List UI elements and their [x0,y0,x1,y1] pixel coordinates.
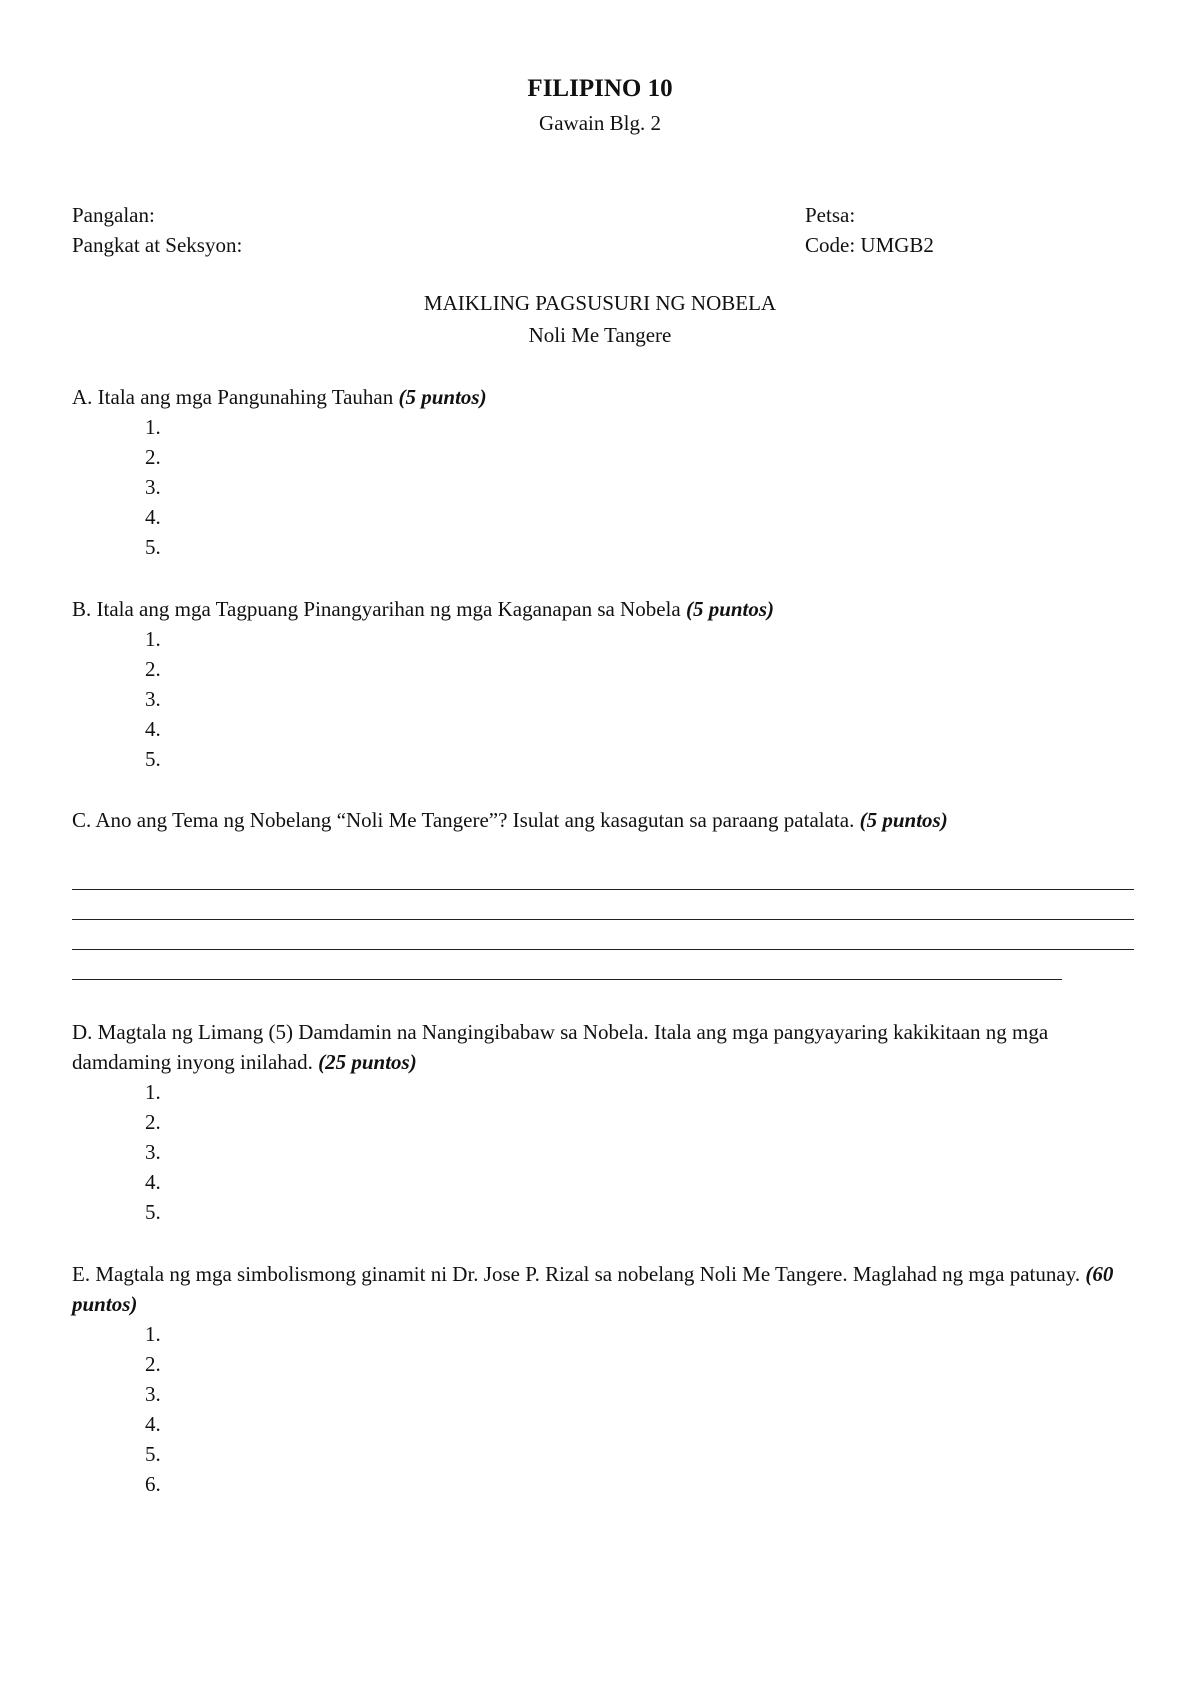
question-a-items [145,412,161,562]
question-b [72,594,1132,624]
activity-title: MAIKLING PAGSUSURI NG NOBELA [423,291,777,315]
question-b-points: (5 puntos) [685,597,775,621]
list-item: 4. [145,1170,161,1194]
list-item: 4. [145,717,161,741]
answer-line [72,979,1062,980]
question-c-points: (5 puntos) [859,808,948,832]
answer-line [72,919,1134,920]
question-b-items [145,624,161,774]
date-label: Petsa: [805,203,856,227]
list-item: 1. [145,1080,161,1104]
list-item: 4. [145,1412,161,1436]
question-e-text: E. Magtala ng mga simbolismong ginamit ni Dr. Jose P. Rizal sa nobelang Noli Me Tangere. Maglahad ng mga patunay. [72,1262,1086,1286]
list-item: 5. [145,1442,161,1466]
question-b-text: B. Itala ang mga Tagpuang Pinangyarihan ng mga Kaganapan sa Nobela [72,597,686,621]
list-item: 5. [145,747,161,771]
question-d-items [145,1077,161,1227]
list-item: 4. [145,505,161,529]
question-e-points: (60 puntos) [72,1262,1114,1316]
document-title: FILIPINO 10 [527,75,673,102]
list-item: 3. [145,1140,161,1164]
list-item: 1. [145,1322,161,1346]
list-item: 2. [145,1110,161,1134]
question-e [72,1259,1132,1319]
list-item: 1. [145,415,161,439]
list-item: 5. [145,1200,161,1224]
question-d-points: (25 puntos) [318,1050,417,1074]
list-item: 3. [145,687,161,711]
question-c-text: C. Ano ang Tema ng Nobelang “Noli Me Tangere”? Isulat ang kasagutan sa paraang patalata. [72,808,860,832]
list-item: 6. [145,1472,161,1496]
answer-line [72,889,1134,890]
question-a-points: (5 puntos) [398,385,487,409]
question-c [72,805,1132,835]
list-item: 1. [145,627,161,651]
code-label: Code: UMGB2 [805,233,934,257]
question-a [72,382,1132,412]
section-label: Pangkat at Seksyon: [72,233,243,257]
answer-line [72,949,1134,950]
list-item: 3. [145,1382,161,1406]
question-a-text: A. Itala ang mga Pangunahing Tauhan [72,385,399,409]
activity-subtitle: Noli Me Tangere [528,323,672,347]
name-label: Pangalan: [72,203,155,227]
question-e-items [145,1319,161,1499]
question-d [72,1017,1132,1077]
list-item: 2. [145,657,161,681]
document-subtitle: Gawain Blg. 2 [539,111,661,135]
list-item: 5. [145,535,161,559]
list-item: 2. [145,1352,161,1376]
list-item: 2. [145,445,161,469]
question-d-text: D. Magtala ng Limang (5) Damdamin na Nangingibabaw sa Nobela. Itala ang mga pangyayaring kakikitaan ng mga damdaming inyong inilahad. [72,1020,1049,1074]
list-item: 3. [145,475,161,499]
